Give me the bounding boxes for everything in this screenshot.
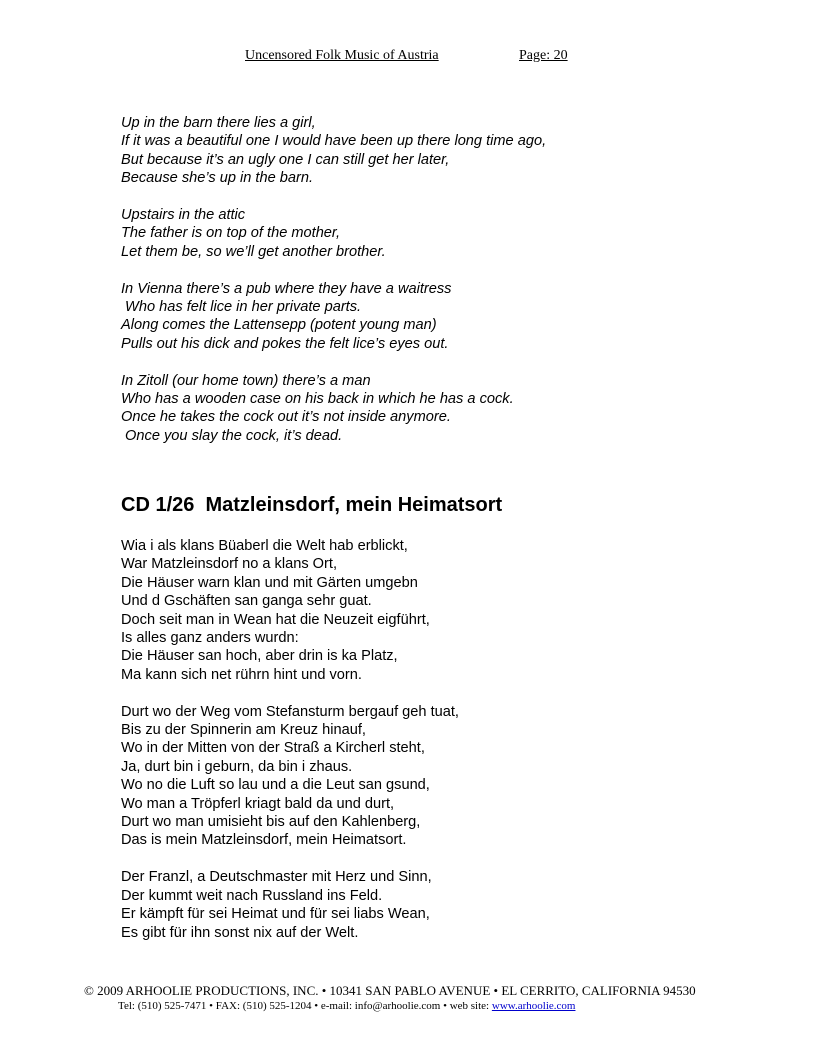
lyric-line: Let them be, so we’ll get another brother. [121, 243, 386, 260]
stanza [121, 703, 761, 850]
lyric-line: Der Franzl, a Deutschmaster mit Herz und Sinn, [121, 869, 432, 886]
lyric-line: Wo in der Mitten von der Straß a Kircherl steht, [121, 740, 425, 757]
lyric-line: In Vienna there’s a pub where they have a waitress [121, 280, 452, 297]
page-header [0, 48, 816, 68]
stanza [121, 372, 761, 446]
document-title: Uncensored Folk Music of Austria [245, 48, 439, 63]
lyric-line: War Matzleinsdorf no a klans Ort, [121, 556, 338, 573]
stanza [121, 868, 761, 942]
website-link[interactable]: www.arhoolie.com [491, 1000, 576, 1012]
lyric-line: Up in the barn there lies a girl, [121, 115, 316, 131]
lyric-line: Wo no die Luft so lau und a die Leut san gsund, [121, 777, 430, 794]
lyric-line: If it was a beautiful one I would have been up there long time ago, [121, 133, 547, 150]
lyric-line: Ja, durt bin i geburn, da bin i zhaus. [121, 758, 353, 775]
lyric-line: Who has a wooden case on his back in which he has a cock. [121, 391, 514, 408]
lyric-line: Er kämpft für sei Heimat und für sei liabs Wean, [121, 906, 430, 923]
lyric-line: Who has felt lice in her private parts. [121, 299, 362, 316]
contact-info: Tel: (510) 525-7471 • FAX: (510) 525-1204 • e-mail: info@arhoolie.com • web site: [118, 1000, 492, 1012]
lyric-line: Doch seit man in Wean hat die Neuzeit eigführt, [121, 611, 430, 628]
lyric-line: Once he takes the cock out it’s not inside anymore. [121, 409, 451, 426]
lyric-line: Ma kann sich net rührn hint und vorn. [121, 666, 362, 683]
lyric-line: Is alles ganz anders wurdn: [121, 630, 299, 647]
english-lyrics [121, 114, 761, 464]
lyric-line: Along comes the Lattensepp (potent young man) [121, 317, 437, 334]
lyric-line: Es gibt für ihn sonst nix auf der Welt. [121, 924, 359, 941]
stanza [121, 114, 761, 188]
german-lyrics [121, 537, 761, 960]
lyric-line: Der kummt weit nach Russland ins Feld. [121, 887, 383, 904]
lyric-line: Die Häuser warn klan und mit Gärten umgebn [121, 574, 418, 591]
lyric-line: But because it’s an ugly one I can still get her later, [121, 151, 450, 168]
lyric-line: Die Häuser san hoch, aber drin is ka Platz, [121, 648, 398, 665]
lyric-line: Und d Gschäften san ganga sehr guat. [121, 593, 372, 610]
lyric-line: Das is mein Matzleinsdorf, mein Heimatsort. [121, 832, 407, 849]
lyric-line: Once you slay the cock, it’s dead. [121, 427, 343, 444]
contact-line [118, 1000, 575, 1012]
lyric-line: Because she’s up in the barn. [121, 170, 314, 187]
lyric-line: In Zitoll (our home town) there’s a man [121, 372, 371, 389]
lyric-line: Bis zu der Spinnerin am Kreuz hinauf, [121, 722, 366, 739]
lyric-line: Wo man a Tröpferl kriagt bald da und durt, [121, 795, 395, 812]
lyric-line: Wia i als klans Büaberl die Welt hab erblickt, [121, 538, 408, 554]
song-heading: CD 1/26 Matzleinsdorf, mein Heimatsort [121, 494, 503, 516]
stanza [121, 280, 761, 354]
stanza [121, 537, 761, 684]
page-number: Page: 20 [519, 48, 568, 63]
lyric-line: Pulls out his dick and pokes the felt lice’s eyes out. [121, 335, 449, 352]
lyric-line: The father is on top of the mother, [121, 225, 341, 242]
stanza [121, 206, 761, 261]
lyric-line: Upstairs in the attic [121, 207, 246, 224]
lyric-line: Durt wo man umisieht bis auf den Kahlenberg, [121, 814, 421, 831]
lyric-line: Durt wo der Weg vom Stefansturm bergauf geh tuat, [121, 703, 459, 720]
copyright-address: © 2009 ARHOOLIE PRODUCTIONS, INC. • 10341 SAN PABLO AVENUE • EL CERRITO, CALIFORNIA 94530 [84, 983, 696, 998]
